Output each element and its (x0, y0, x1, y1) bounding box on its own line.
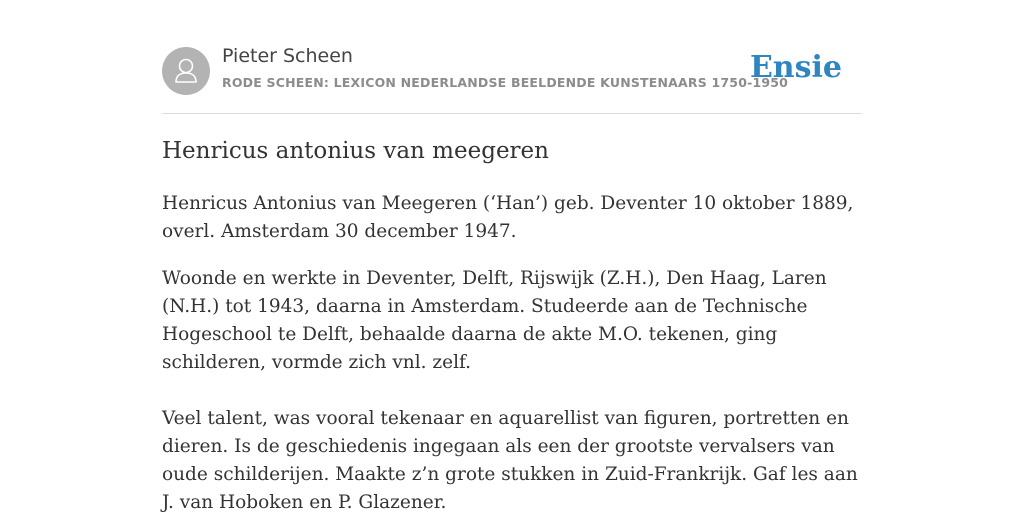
user-icon (162, 47, 210, 95)
avatar[interactable] (162, 47, 210, 95)
entry-card (162, 0, 862, 512)
entry-header (162, 0, 862, 114)
author-name[interactable]: Pieter Scheen (222, 45, 353, 67)
source-title[interactable]: RODE SCHEEN: LEXICON NEDERLANDSE BEELDENDE KUNSTENAARS 1750-1950 (222, 75, 789, 90)
ensie-logo[interactable]: Ensie (749, 50, 842, 85)
paragraph: Woonde en werkte in Deventer, Delft, Rijswijk (Z.H.), Den Haag, Laren (N.H.) tot 1943, daarna in Amsterdam. Studeerde aan de Technische Hogeschool te Delft, behaalde daarna de akte M.O. tekenen, ging schilderen, vormde zich vnl. zelf. (162, 268, 827, 373)
paragraph: Henricus Antonius van Meegeren (‘Han’) geb. Deventer 10 oktober 1889, overl. Amsterdam 30 december 1947. (162, 193, 854, 242)
paragraph: Veel talent, was vooral tekenaar en aquarellist van figuren, portretten en dieren. Is de geschiedenis ingegaan als een der grootste vervalsers van oude schilderijen. Maakte z’n grote stukken in Zuid-Frankrijk. Gaf les aan J. van Hoboken en P. Glazener. (162, 408, 858, 512)
article-body (162, 190, 862, 512)
page-title: Henricus antonius van meegeren (162, 138, 549, 164)
